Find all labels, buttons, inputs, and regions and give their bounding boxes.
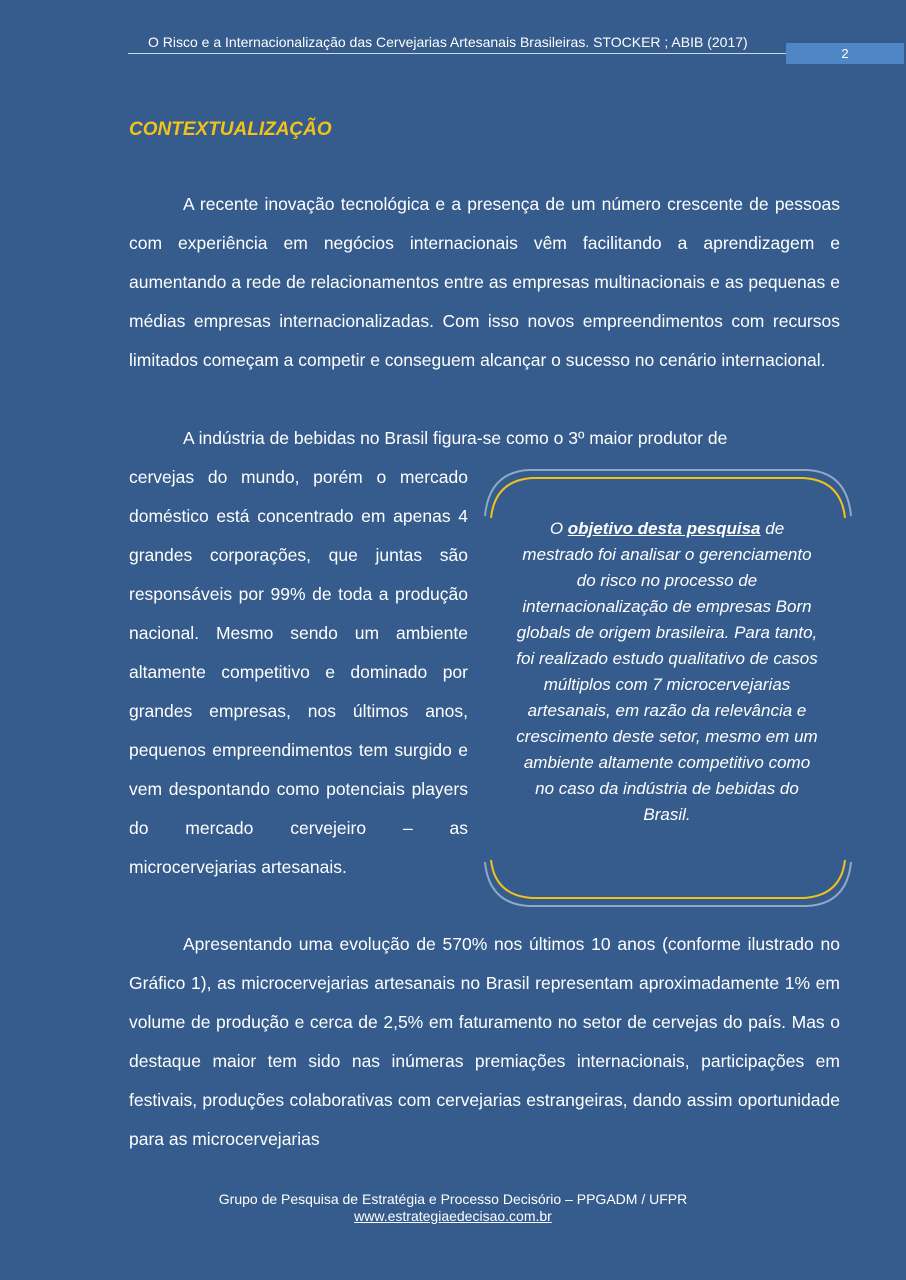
callout-top-arc-inner xyxy=(491,478,845,518)
paragraph-2-body: cervejas do mundo, porém o mercado doméstico está concentrado em apenas 4 grandes corporações, que juntas são responsáveis por 99% de toda a produção nacional. Mesmo sendo um ambiente altamente competitivo e dominado por grandes empresas, nos últimos anos, pequenos empreendimentos tem surgido e vem despontando como potenciais players do mercado cervejeiro – as microcervejarias artesanais. xyxy=(129,467,468,877)
paragraph-3: Apresentando uma evolução de 570% nos últimos 10 anos (conforme ilustrado no Gráfico 1), as microcervejarias artesanais no Brasil representam aproximadamente 1% em volume de produção e cerca de 2,5% em faturamento no setor de cervejas do país. Mas o destaque maior tem sido nas inúmeras premiações internacionais, participações em festivais, produções colaborativas com cervejarias estrangeiras, dando assim oportunidade para as microcervejarias xyxy=(129,934,840,1149)
callout-bottom-arc-inner xyxy=(491,860,845,898)
callout-body: de mestrado foi analisar o gerenciamento do risco no processo de internacionalização de empresas Born globals de origem brasileira. Para tanto, foi realizado estudo qualitativo de casos múltiplos com 7 microcervejarias artesanais, em razão da relevância e crescimento deste setor, mesmo em um ambiente altamente competitivo como no caso da indústria de bebidas do Brasil. xyxy=(516,519,818,824)
callout-prefix: O xyxy=(549,519,568,538)
callout-box xyxy=(481,466,853,908)
header-rule xyxy=(128,53,786,54)
footer-group-name: Grupo de Pesquisa de Estratégia e Processo Decisório – PPGADM / UFPR xyxy=(218,1191,688,1207)
running-header: O Risco e a Internacionalização das Cervejarias Artesanais Brasileiras. STOCKER ; ABIB (2017) xyxy=(148,34,748,50)
page-number-badge: 2 xyxy=(786,43,904,64)
callout-top-arc-outer xyxy=(485,470,851,516)
callout-bottom-arc-outer xyxy=(485,862,851,906)
callout-emphasis: objetivo desta pesquisa xyxy=(567,519,761,538)
section-title: CONTEXTUALIZAÇÃO xyxy=(129,119,332,140)
footer xyxy=(0,1191,906,1225)
paragraph-1: A recente inovação tecnológica e a presença de um número crescente de pessoas com experiência em negócios internacionais vêm facilitando a aprendizagem e aumentando a rede de relacionamentos entre as empresas multinacionais e as pequenas e médias empresas internacionalizadas. Com isso novos empreendimentos com recursos limitados começam a competir e conseguem alcançar o sucesso no cenário internacional. xyxy=(129,194,840,370)
callout-text xyxy=(515,516,819,828)
footer-website-link[interactable]: www.estrategiaedecisao.com.br xyxy=(354,1208,552,1224)
paragraph-2-first-line: A indústria de bebidas no Brasil figura-se como o 3º maior produtor de xyxy=(183,428,728,448)
